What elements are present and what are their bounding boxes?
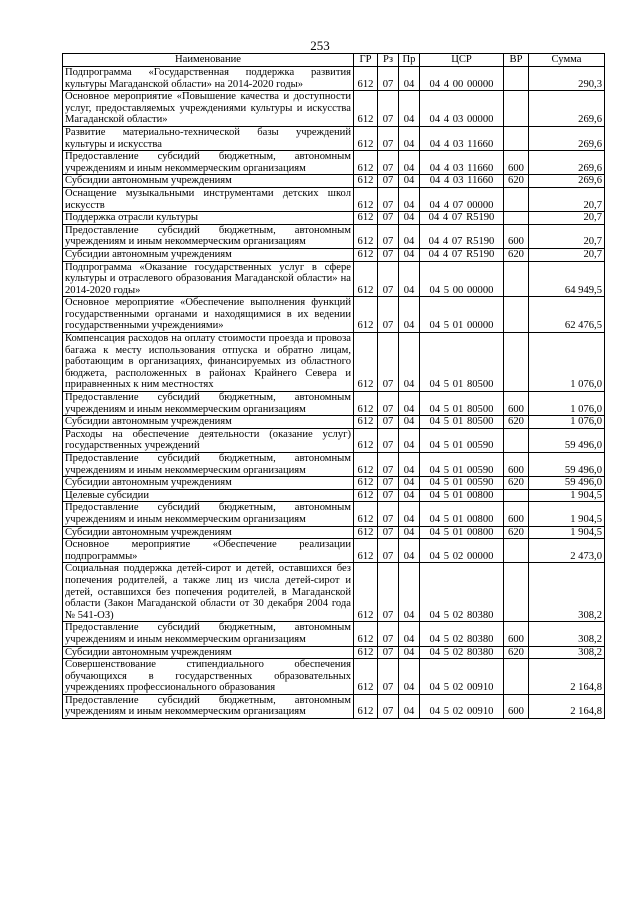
cell-csr: 04 5 01 80500 <box>420 333 504 392</box>
cell-name: Основное мероприятие «Повышение качества и доступности услуг, предоставляемых учреждениями культуры и искусства Магаданской области» <box>63 91 354 127</box>
cell-csr: 04 4 07 R5190 <box>420 224 504 248</box>
cell-gr: 612 <box>354 392 378 416</box>
cell-gr: 612 <box>354 297 378 333</box>
header-rz: Рз <box>378 54 399 67</box>
cell-csr: 04 5 01 00590 <box>420 428 504 452</box>
cell-pr: 04 <box>399 248 420 261</box>
cell-sum: 62 476,5 <box>529 297 605 333</box>
cell-sum: 20,7 <box>529 248 605 261</box>
cell-sum: 269,6 <box>529 175 605 188</box>
header-vr: ВР <box>504 54 529 67</box>
cell-pr: 04 <box>399 489 420 502</box>
table-row <box>63 563 605 622</box>
budget-table <box>62 53 605 719</box>
cell-rz: 07 <box>378 646 399 659</box>
cell-csr: 04 5 01 00000 <box>420 297 504 333</box>
table-row <box>63 333 605 392</box>
cell-gr: 612 <box>354 526 378 539</box>
header-pr: Пр <box>399 54 420 67</box>
cell-vr: 600 <box>504 622 529 646</box>
cell-pr: 04 <box>399 261 420 297</box>
cell-sum: 269,6 <box>529 151 605 175</box>
cell-sum: 1 904,5 <box>529 526 605 539</box>
cell-vr <box>504 297 529 333</box>
cell-vr: 620 <box>504 646 529 659</box>
cell-vr <box>504 539 529 563</box>
cell-sum: 2 473,0 <box>529 539 605 563</box>
table-row <box>63 622 605 646</box>
cell-rz: 07 <box>378 91 399 127</box>
cell-rz: 07 <box>378 126 399 150</box>
cell-csr: 04 5 01 00800 <box>420 489 504 502</box>
table-row <box>63 392 605 416</box>
cell-pr: 04 <box>399 224 420 248</box>
cell-sum: 64 949,5 <box>529 261 605 297</box>
cell-vr: 600 <box>504 151 529 175</box>
cell-sum: 20,7 <box>529 224 605 248</box>
cell-csr: 04 5 01 80500 <box>420 416 504 429</box>
cell-name: Основное мероприятие «Обеспечение выполнения функций государственными органами и находящимися в их ведении государственными учреждениями» <box>63 297 354 333</box>
cell-sum: 1 076,0 <box>529 416 605 429</box>
cell-name: Предоставление субсидий бюджетным, автономным учреждениям и иным некоммерческим организациям <box>63 392 354 416</box>
cell-rz: 07 <box>378 187 399 211</box>
cell-vr <box>504 563 529 622</box>
cell-name: Развитие материально-технической базы учреждений культуры и искусства <box>63 126 354 150</box>
cell-name: Предоставление субсидий бюджетным, автономным учреждениям и иным некоммерческим организациям <box>63 694 354 718</box>
page-number: 253 <box>310 38 330 53</box>
cell-gr: 612 <box>354 248 378 261</box>
cell-vr: 620 <box>504 477 529 490</box>
table-row <box>63 526 605 539</box>
cell-rz: 07 <box>378 333 399 392</box>
cell-vr: 600 <box>504 392 529 416</box>
cell-vr <box>504 67 529 91</box>
cell-csr: 04 5 02 80380 <box>420 646 504 659</box>
cell-csr: 04 5 01 00590 <box>420 477 504 490</box>
cell-pr: 04 <box>399 502 420 526</box>
cell-name: Поддержка отрасли культуры <box>63 212 354 225</box>
header-gr: ГР <box>354 54 378 67</box>
cell-vr: 620 <box>504 175 529 188</box>
cell-rz: 07 <box>378 151 399 175</box>
cell-pr: 04 <box>399 646 420 659</box>
table-row <box>63 151 605 175</box>
cell-name: Предоставление субсидий бюджетным, автономным учреждениям и иным некоммерческим организациям <box>63 502 354 526</box>
cell-sum: 2 164,8 <box>529 659 605 695</box>
cell-name: Совершенствование стипендиального обеспечения обучающихся в государственных образовательных учреждениях профессионального образования <box>63 659 354 695</box>
cell-pr: 04 <box>399 175 420 188</box>
cell-pr: 04 <box>399 659 420 695</box>
cell-gr: 612 <box>354 694 378 718</box>
table-body <box>63 67 605 719</box>
cell-gr: 612 <box>354 151 378 175</box>
table-row <box>63 646 605 659</box>
cell-rz: 07 <box>378 224 399 248</box>
cell-rz: 07 <box>378 659 399 695</box>
cell-vr <box>504 489 529 502</box>
cell-pr: 04 <box>399 477 420 490</box>
cell-name: Субсидии автономным учреждениям <box>63 175 354 188</box>
cell-rz: 07 <box>378 622 399 646</box>
cell-pr: 04 <box>399 151 420 175</box>
cell-name: Субсидии автономным учреждениям <box>63 248 354 261</box>
cell-sum: 1 904,5 <box>529 489 605 502</box>
cell-pr: 04 <box>399 91 420 127</box>
cell-sum: 290,3 <box>529 67 605 91</box>
cell-vr <box>504 126 529 150</box>
cell-gr: 612 <box>354 416 378 429</box>
cell-sum: 308,2 <box>529 622 605 646</box>
cell-gr: 612 <box>354 428 378 452</box>
cell-pr: 04 <box>399 694 420 718</box>
cell-pr: 04 <box>399 622 420 646</box>
table-row <box>63 126 605 150</box>
cell-name: Компенсация расходов на оплату стоимости проезда и провоза багажа к месту использования отпуска и обратно лицам, работающим в организациях, финансируемых из областного бюджета, расположенных в районах Крайнего Севера и приравненных к ним местностях <box>63 333 354 392</box>
table-row <box>63 489 605 502</box>
table-row <box>63 428 605 452</box>
cell-gr: 612 <box>354 622 378 646</box>
cell-rz: 07 <box>378 175 399 188</box>
cell-csr: 04 5 02 80380 <box>420 563 504 622</box>
cell-csr: 04 4 00 00000 <box>420 67 504 91</box>
cell-pr: 04 <box>399 126 420 150</box>
table-row <box>63 67 605 91</box>
table-row <box>63 453 605 477</box>
cell-sum: 269,6 <box>529 91 605 127</box>
cell-name: Социальная поддержка детей-сирот и детей, оставшихся без попечения родителей, а также лиц из числа детей-сирот и детей, оставшихся без попечения родителей, в Магаданской области (Закон Магаданской области от 30 декабря 2004 года № 541-ОЗ) <box>63 563 354 622</box>
cell-gr: 612 <box>354 453 378 477</box>
table-row <box>63 539 605 563</box>
cell-sum: 20,7 <box>529 187 605 211</box>
cell-name: Целевые субсидии <box>63 489 354 502</box>
cell-name: Предоставление субсидий бюджетным, автономным учреждениям и иным некоммерческим организациям <box>63 622 354 646</box>
cell-csr: 04 4 03 11660 <box>420 175 504 188</box>
cell-csr: 04 5 01 00800 <box>420 526 504 539</box>
cell-sum: 20,7 <box>529 212 605 225</box>
table-header <box>63 54 605 67</box>
cell-pr: 04 <box>399 67 420 91</box>
cell-vr: 600 <box>504 453 529 477</box>
table-row <box>63 187 605 211</box>
table-row <box>63 297 605 333</box>
cell-rz: 07 <box>378 502 399 526</box>
cell-gr: 612 <box>354 224 378 248</box>
cell-csr: 04 4 03 00000 <box>420 91 504 127</box>
cell-rz: 07 <box>378 539 399 563</box>
cell-csr: 04 4 03 11660 <box>420 151 504 175</box>
cell-rz: 07 <box>378 694 399 718</box>
cell-rz: 07 <box>378 416 399 429</box>
header-row <box>63 54 605 67</box>
cell-vr: 600 <box>504 502 529 526</box>
table-row <box>63 91 605 127</box>
table-row <box>63 416 605 429</box>
cell-sum: 59 496,0 <box>529 453 605 477</box>
cell-sum: 59 496,0 <box>529 428 605 452</box>
cell-name: Предоставление субсидий бюджетным, автономным учреждениям и иным некоммерческим организациям <box>63 453 354 477</box>
cell-name: Подпрограмма «Оказание государственных услуг в сфере культуры и отраслевого образования Магаданской области» на 2014-2020 годы» <box>63 261 354 297</box>
cell-vr: 620 <box>504 416 529 429</box>
cell-name: Предоставление субсидий бюджетным, автономным учреждениям и иным некоммерческим организациям <box>63 224 354 248</box>
cell-gr: 612 <box>354 261 378 297</box>
cell-vr <box>504 333 529 392</box>
cell-rz: 07 <box>378 248 399 261</box>
header-csr: ЦСР <box>420 54 504 67</box>
cell-csr: 04 5 02 00910 <box>420 694 504 718</box>
cell-vr <box>504 187 529 211</box>
cell-gr: 612 <box>354 502 378 526</box>
cell-sum: 59 496,0 <box>529 477 605 490</box>
cell-rz: 07 <box>378 297 399 333</box>
cell-gr: 612 <box>354 175 378 188</box>
cell-rz: 07 <box>378 67 399 91</box>
table-row <box>63 659 605 695</box>
cell-name: Оснащение музыкальными инструментами детских школ искусств <box>63 187 354 211</box>
cell-gr: 612 <box>354 67 378 91</box>
cell-sum: 1 076,0 <box>529 333 605 392</box>
cell-csr: 04 5 01 00800 <box>420 502 504 526</box>
cell-csr: 04 5 00 00000 <box>420 261 504 297</box>
cell-gr: 612 <box>354 659 378 695</box>
cell-gr: 612 <box>354 91 378 127</box>
cell-rz: 07 <box>378 428 399 452</box>
cell-csr: 04 4 03 11660 <box>420 126 504 150</box>
cell-csr: 04 5 01 00590 <box>420 453 504 477</box>
cell-csr: 04 5 02 00910 <box>420 659 504 695</box>
header-name: Наименование <box>63 54 354 67</box>
cell-gr: 612 <box>354 126 378 150</box>
cell-gr: 612 <box>354 489 378 502</box>
cell-name: Основное мероприятие «Обеспечение реализации подпрограммы» <box>63 539 354 563</box>
cell-csr: 04 5 02 00000 <box>420 539 504 563</box>
cell-pr: 04 <box>399 453 420 477</box>
cell-rz: 07 <box>378 526 399 539</box>
cell-rz: 07 <box>378 489 399 502</box>
table-row <box>63 502 605 526</box>
cell-rz: 07 <box>378 477 399 490</box>
cell-pr: 04 <box>399 563 420 622</box>
cell-gr: 612 <box>354 212 378 225</box>
cell-pr: 04 <box>399 187 420 211</box>
table-row <box>63 261 605 297</box>
cell-name: Подпрограмма «Государственная поддержка развития культуры Магаданской области» на 2014-2020 годы» <box>63 67 354 91</box>
cell-pr: 04 <box>399 212 420 225</box>
cell-rz: 07 <box>378 261 399 297</box>
cell-pr: 04 <box>399 526 420 539</box>
cell-csr: 04 4 07 00000 <box>420 187 504 211</box>
cell-pr: 04 <box>399 428 420 452</box>
cell-vr: 600 <box>504 694 529 718</box>
table-row <box>63 224 605 248</box>
cell-vr <box>504 261 529 297</box>
cell-sum: 2 164,8 <box>529 694 605 718</box>
table-row <box>63 477 605 490</box>
cell-gr: 612 <box>354 187 378 211</box>
cell-rz: 07 <box>378 392 399 416</box>
cell-name: Предоставление субсидий бюджетным, автономным учреждениям и иным некоммерческим организациям <box>63 151 354 175</box>
cell-gr: 612 <box>354 539 378 563</box>
cell-sum: 269,6 <box>529 126 605 150</box>
cell-vr: 620 <box>504 526 529 539</box>
cell-pr: 04 <box>399 539 420 563</box>
cell-name: Субсидии автономным учреждениям <box>63 416 354 429</box>
cell-vr: 600 <box>504 224 529 248</box>
cell-gr: 612 <box>354 477 378 490</box>
cell-csr: 04 4 07 R5190 <box>420 248 504 261</box>
cell-gr: 612 <box>354 563 378 622</box>
table-row <box>63 212 605 225</box>
cell-vr <box>504 91 529 127</box>
cell-rz: 07 <box>378 212 399 225</box>
cell-rz: 07 <box>378 453 399 477</box>
cell-pr: 04 <box>399 392 420 416</box>
cell-sum: 1 076,0 <box>529 392 605 416</box>
cell-csr: 04 5 02 80380 <box>420 622 504 646</box>
cell-name: Субсидии автономным учреждениям <box>63 526 354 539</box>
header-sum: Сумма <box>529 54 605 67</box>
cell-sum: 308,2 <box>529 646 605 659</box>
cell-sum: 308,2 <box>529 563 605 622</box>
cell-name: Расходы на обеспечение деятельности (оказание услуг) государственных учреждений <box>63 428 354 452</box>
cell-vr: 620 <box>504 248 529 261</box>
table-row <box>63 248 605 261</box>
cell-gr: 612 <box>354 646 378 659</box>
cell-pr: 04 <box>399 416 420 429</box>
cell-name: Субсидии автономным учреждениям <box>63 477 354 490</box>
cell-vr <box>504 212 529 225</box>
cell-vr <box>504 428 529 452</box>
cell-sum: 1 904,5 <box>529 502 605 526</box>
cell-pr: 04 <box>399 297 420 333</box>
cell-vr <box>504 659 529 695</box>
table-row <box>63 175 605 188</box>
table-row <box>63 694 605 718</box>
cell-gr: 612 <box>354 333 378 392</box>
cell-csr: 04 5 01 80500 <box>420 392 504 416</box>
cell-name: Субсидии автономным учреждениям <box>63 646 354 659</box>
cell-csr: 04 4 07 R5190 <box>420 212 504 225</box>
cell-rz: 07 <box>378 563 399 622</box>
cell-pr: 04 <box>399 333 420 392</box>
